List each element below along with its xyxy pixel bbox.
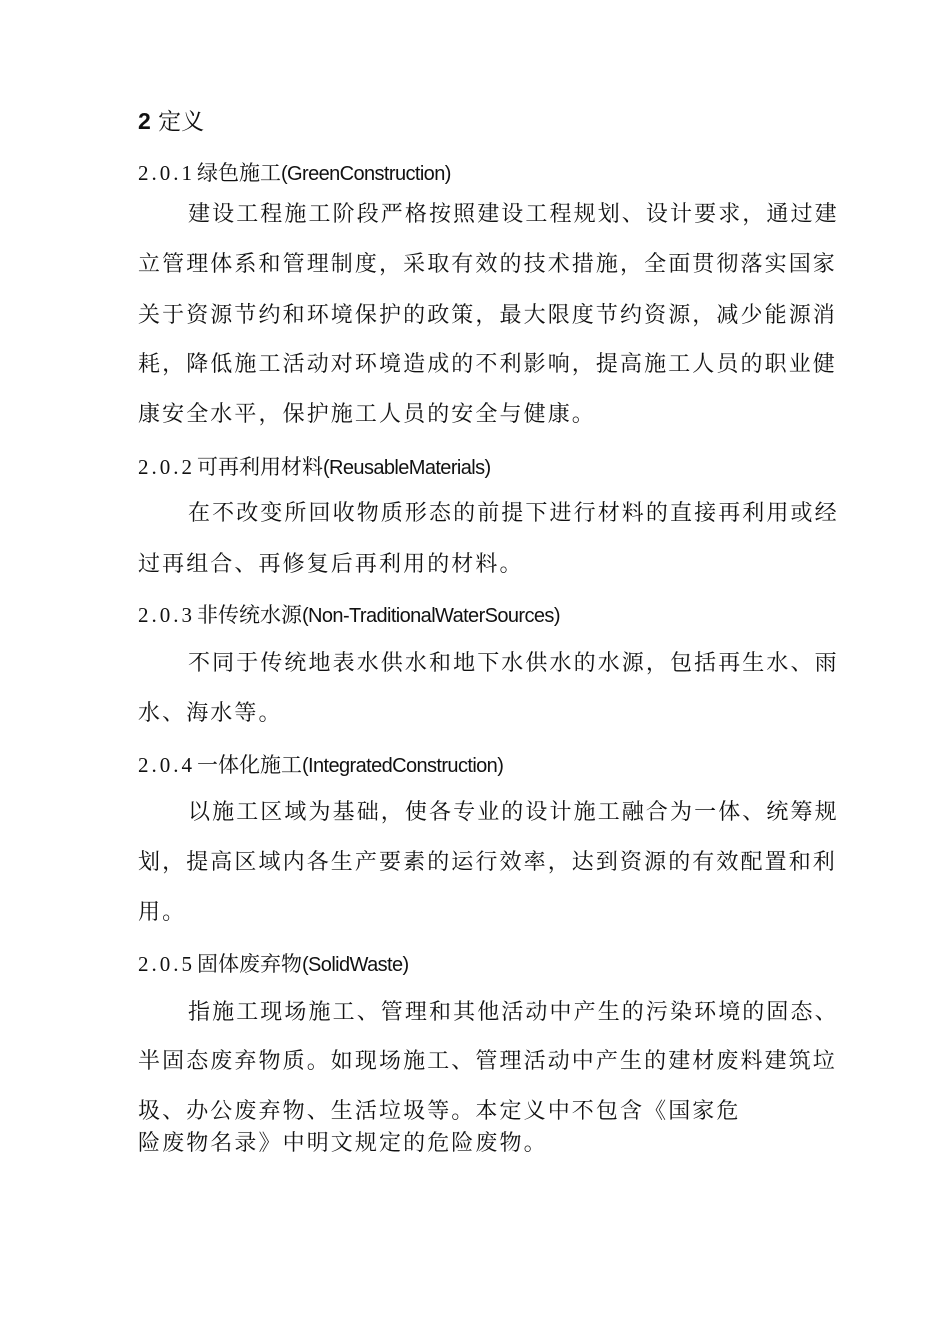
paragraph-line: 关于资源节约和环境保护的政策，最大限度节约资源，减少能源消 bbox=[138, 303, 837, 328]
paragraph-line: 立管理体系和管理制度，采取有效的技术措施，全面贯彻落实国家 bbox=[138, 252, 837, 277]
term-name-en: (GreenConstruction) bbox=[281, 163, 451, 185]
paragraph-line: 建设工程施工阶段严格按照建设工程规划、设计要求，通过建 bbox=[188, 202, 839, 227]
paragraph-line: 不同于传统地表水供水和地下水供水的水源，包括再生水、雨 bbox=[188, 651, 839, 676]
term-number: 2.0.5 bbox=[138, 952, 195, 976]
term-heading-reusable-materials bbox=[138, 452, 491, 483]
paragraph-line: 指施工现场施工、管理和其他活动中产生的污染环境的固态、 bbox=[188, 1000, 839, 1025]
term-name-zh: 非传统水源 bbox=[197, 603, 302, 627]
section-title: 定义 bbox=[158, 109, 205, 135]
paragraph-line: 半固态废弃物质。如现场施工、管理活动中产生的建材废料建筑垃 bbox=[138, 1049, 837, 1074]
term-name-en: (IntegratedConstruction) bbox=[302, 755, 504, 777]
section-heading bbox=[138, 104, 204, 139]
term-name-zh: 固体废弃物 bbox=[197, 952, 302, 976]
term-number: 2.0.3 bbox=[138, 603, 195, 627]
term-heading-green-construction bbox=[138, 158, 451, 189]
term-number: 2.0.1 bbox=[138, 161, 195, 185]
paragraph-line: 水、海水等。 bbox=[138, 701, 283, 726]
term-heading-non-traditional-water-sources bbox=[138, 600, 560, 631]
term-heading-integrated-construction bbox=[138, 750, 503, 781]
term-number: 2.0.2 bbox=[138, 455, 195, 479]
paragraph-line: 康安全水平，保护施工人员的安全与健康。 bbox=[138, 402, 596, 427]
paragraph-line: 以施工区域为基础，使各专业的设计施工融合为一体、统筹规 bbox=[188, 800, 839, 825]
term-name-zh: 可再利用材料 bbox=[197, 455, 323, 479]
paragraph-line: 耗，降低施工活动对环境造成的不利影响，提高施工人员的职业健 bbox=[138, 352, 837, 377]
term-heading-solid-waste bbox=[138, 949, 409, 980]
term-name-en: (ReusableMaterials) bbox=[323, 457, 491, 479]
term-name-en: (SolidWaste) bbox=[302, 954, 409, 976]
paragraph-line: 过再组合、再修复后再利用的材料。 bbox=[138, 552, 524, 577]
term-name-zh: 绿色施工 bbox=[197, 161, 281, 185]
paragraph-line: 在不改变所回收物质形态的前提下进行材料的直接再利用或经 bbox=[188, 501, 839, 526]
term-number: 2.0.4 bbox=[138, 753, 195, 777]
term-name-zh: 一体化施工 bbox=[197, 753, 302, 777]
term-name-en: (Non-TraditionalWaterSources) bbox=[302, 605, 560, 627]
section-number: 2 bbox=[138, 108, 151, 134]
paragraph-line: 划，提高区域内各生产要素的运行效率，达到资源的有效配置和利 bbox=[138, 850, 837, 875]
paragraph-line: 圾、办公废弃物、生活垃圾等。本定义中不包含《国家危 bbox=[138, 1099, 741, 1124]
paragraph-line: 险废物名录》中明文规定的危险废物。 bbox=[138, 1131, 548, 1156]
paragraph-line: 用。 bbox=[138, 900, 187, 925]
